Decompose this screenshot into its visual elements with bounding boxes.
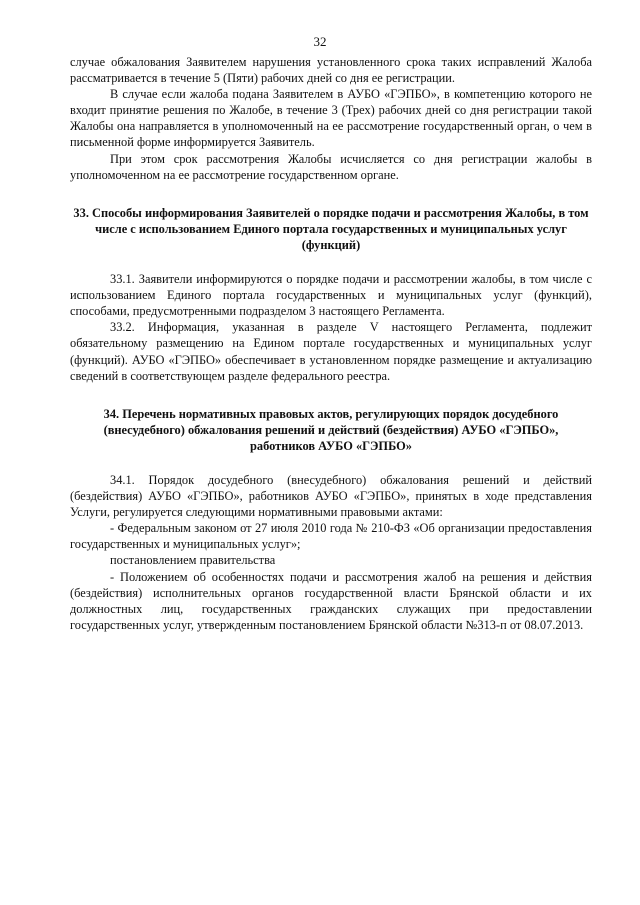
intro-paragraph-2: В случае если жалоба подана Заявителем в АУБО «ГЭПБО», в компетенцию которого не входит принятие решения по Жалобе, в течение 3 (Трех) рабочих дней со дня регистрации такой Жалобы она направляется в уполномоченный на ее рассмотрение государственный орган, о чем в письменной форме информируется Заявитель.	[70, 87, 592, 150]
section-33-paragraph-1: 33.1. Заявители информируются о порядке подачи и рассмотрении жалобы, в том числе с использованием Единого портала государственных и муниципальных услуг (функций), способами, предусмотренными подразделом 3 настоящего Регламента.	[70, 272, 592, 319]
section-34-paragraph-2: - Федеральным законом от 27 июля 2010 года № 210-ФЗ «Об организации предоставления государственных и муниципальных услуг»;	[70, 521, 592, 552]
spacer	[70, 253, 592, 271]
spacer	[70, 183, 592, 205]
page-number: 32	[313, 34, 327, 49]
spacer	[70, 384, 592, 406]
section-34-paragraph-1: 34.1. Порядок досудебного (внесудебного) обжалования решений и действий (бездействия) АУБО «ГЭПБО», работников АУБО «ГЭПБО», принятых в ходе представления Услуги, регулируется следующими нормативными правовыми актами:	[70, 472, 592, 520]
section-34-paragraph-3: постановлением правительства	[110, 553, 276, 568]
document-body	[70, 54, 592, 633]
section-34-paragraph-4: - Положением об особенностях подачи и рассмотрения жалоб на решения и действия (бездействия) исполнительных органов государственной власти Брянской области и их должностных лиц, государственных гражданских служащих при предоставлении государственных услуг, утвержденным постановлением Брянской области №313-п от 08.07.2013.	[70, 569, 592, 632]
intro-paragraph-3: При этом срок рассмотрения Жалобы исчисляется со дня регистрации жалобы в уполномоченном на ее рассмотрение государственном органе.	[70, 151, 592, 182]
section-33-paragraph-2: 33.2. Информация, указанная в разделе V настоящего Регламента, подлежит обязательному размещению на Едином портале государственных и муниципальных услуг (функций). АУБО «ГЭПБО» обеспечивает в установленном порядке размещение и актуализацию сведений в соответствующем разделе федерального реестра.	[70, 320, 592, 383]
section-33-heading: 33. Способы информирования Заявителей о порядке подачи и рассмотрения Жалобы, в том числе с использованием Единого портала государственных и муниципальных услуг (функций)	[73, 205, 589, 252]
spacer	[70, 454, 592, 472]
intro-paragraph-1: случае обжалования Заявителем нарушения установленного срока таких исправлений Жалоба рассматривается в течение 5 (Пяти) рабочих дней со дня ее регистрации.	[70, 55, 592, 86]
section-34-heading: 34. Перечень нормативных правовых актов, регулирующих порядок досудебного (внесудебного) обжалования решений и действий (бездействия) АУБО «ГЭПБО», работников АУБО «ГЭПБО»	[103, 406, 559, 453]
